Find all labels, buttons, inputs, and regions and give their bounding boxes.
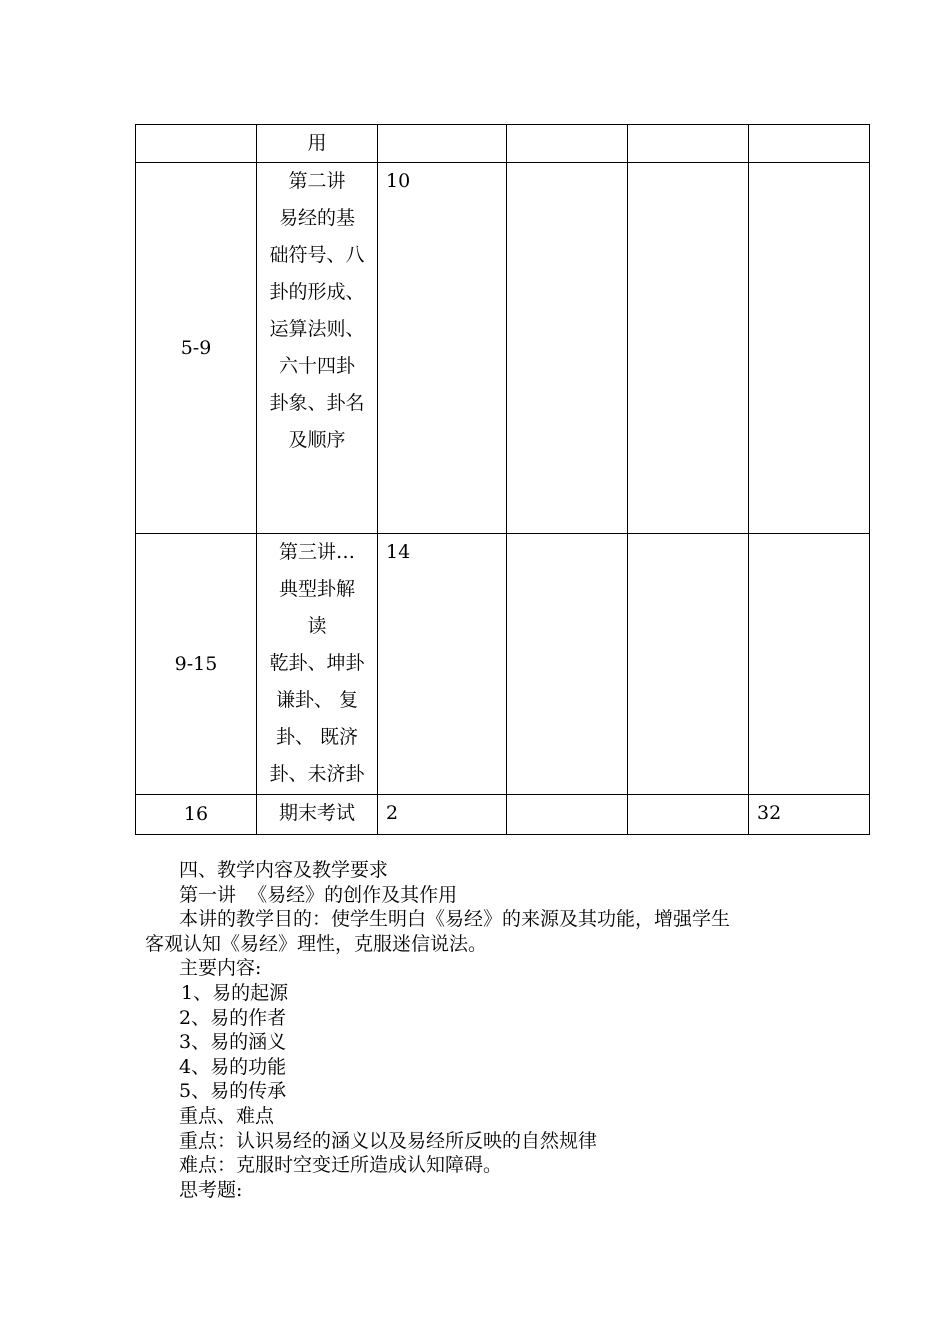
table-row bbox=[136, 125, 870, 163]
hours-cell bbox=[378, 125, 507, 163]
content-line: 及顺序 bbox=[288, 429, 346, 451]
content-line: 第二讲 bbox=[288, 170, 346, 192]
extra2-value bbox=[628, 170, 636, 192]
extra1-value bbox=[507, 170, 515, 192]
content-line: 谦卦、 复 bbox=[275, 689, 359, 711]
content-line: 读 bbox=[307, 615, 327, 637]
extra3-cell bbox=[749, 125, 870, 163]
content-line: 易经的基 bbox=[278, 207, 355, 229]
content-cell bbox=[257, 795, 378, 835]
list-item: 3、易的涵义 bbox=[179, 1031, 287, 1054]
questions-label: 思考题: bbox=[179, 1178, 243, 1201]
extra1-value bbox=[507, 132, 515, 154]
extra3-cell bbox=[749, 534, 870, 795]
objective-line-1: 本讲的教学目的：使学生明白《易经》的来源及其功能，增强学生 bbox=[179, 908, 731, 931]
extra2-cell bbox=[628, 534, 749, 795]
extra1-cell bbox=[507, 795, 628, 835]
extra1-cell bbox=[507, 163, 628, 534]
hours-cell: 14 bbox=[378, 534, 507, 795]
extra1-value bbox=[507, 541, 515, 563]
content-line: 卦象、卦名 bbox=[269, 392, 365, 414]
extra2-cell bbox=[628, 795, 749, 835]
table-row bbox=[136, 795, 870, 835]
section-heading: 四、教学内容及教学要求 bbox=[179, 859, 389, 881]
objective-line-2: 客观认知《易经》理性，克服迷信说法。 bbox=[145, 932, 488, 955]
main-content-label: 主要内容: bbox=[179, 957, 262, 980]
content-cell bbox=[257, 125, 378, 163]
extra2-value bbox=[628, 132, 636, 154]
extra3-value: 32 bbox=[757, 802, 782, 824]
content-line: 乾卦、坤卦 bbox=[269, 652, 365, 674]
week-cell: 9-15 bbox=[136, 534, 257, 795]
week-cell: 16 bbox=[136, 795, 257, 835]
schedule-table bbox=[135, 124, 870, 835]
extra2-value bbox=[628, 802, 636, 824]
list-item: 5、易的传承 bbox=[179, 1080, 287, 1103]
extra3-cell bbox=[749, 163, 870, 534]
content-line: 典型卦解 bbox=[278, 578, 355, 600]
content-line: 卦、 既济 bbox=[275, 726, 359, 748]
content-line: 六十四卦 bbox=[278, 355, 355, 377]
list-item: 2、易的作者 bbox=[179, 1006, 287, 1029]
content-line: 运算法则、 bbox=[269, 318, 365, 340]
content-cell bbox=[257, 534, 378, 795]
content-line: 用 bbox=[307, 132, 327, 154]
week-cell bbox=[136, 125, 257, 163]
list-item: 1、易的起源 bbox=[181, 981, 289, 1004]
content-line: 卦、未济卦 bbox=[269, 763, 365, 785]
content-cell bbox=[257, 163, 378, 534]
list-item: 4、易的功能 bbox=[179, 1055, 287, 1078]
table-row bbox=[136, 163, 870, 534]
extra1-cell bbox=[507, 534, 628, 795]
extra1-cell bbox=[507, 125, 628, 163]
table-row bbox=[136, 534, 870, 795]
extra2-cell bbox=[628, 125, 749, 163]
content-line: 卦的形成、 bbox=[269, 281, 365, 303]
extra2-value bbox=[628, 541, 636, 563]
content-line: 第三讲… bbox=[278, 541, 355, 563]
hours-cell: 2 bbox=[378, 795, 507, 835]
difficult-point: 难点：克服时空变迁所造成认知障碍。 bbox=[179, 1154, 503, 1177]
content-line: 础符号、八 bbox=[269, 244, 365, 266]
key-point: 重点：认识易经的涵义以及易经所反映的自然规律 bbox=[179, 1129, 598, 1152]
week-cell: 5-9 bbox=[136, 163, 257, 534]
lecture-title: 第一讲 《易经》的创作及其作用 bbox=[179, 883, 458, 906]
teaching-content-section bbox=[145, 858, 845, 1202]
extra2-cell bbox=[628, 163, 749, 534]
key-difficult-label: 重点、难点 bbox=[179, 1104, 275, 1127]
content-line: 期末考试 bbox=[278, 802, 355, 824]
extra1-value bbox=[507, 802, 515, 824]
extra3-cell bbox=[749, 795, 870, 835]
hours-cell: 10 bbox=[378, 163, 507, 534]
